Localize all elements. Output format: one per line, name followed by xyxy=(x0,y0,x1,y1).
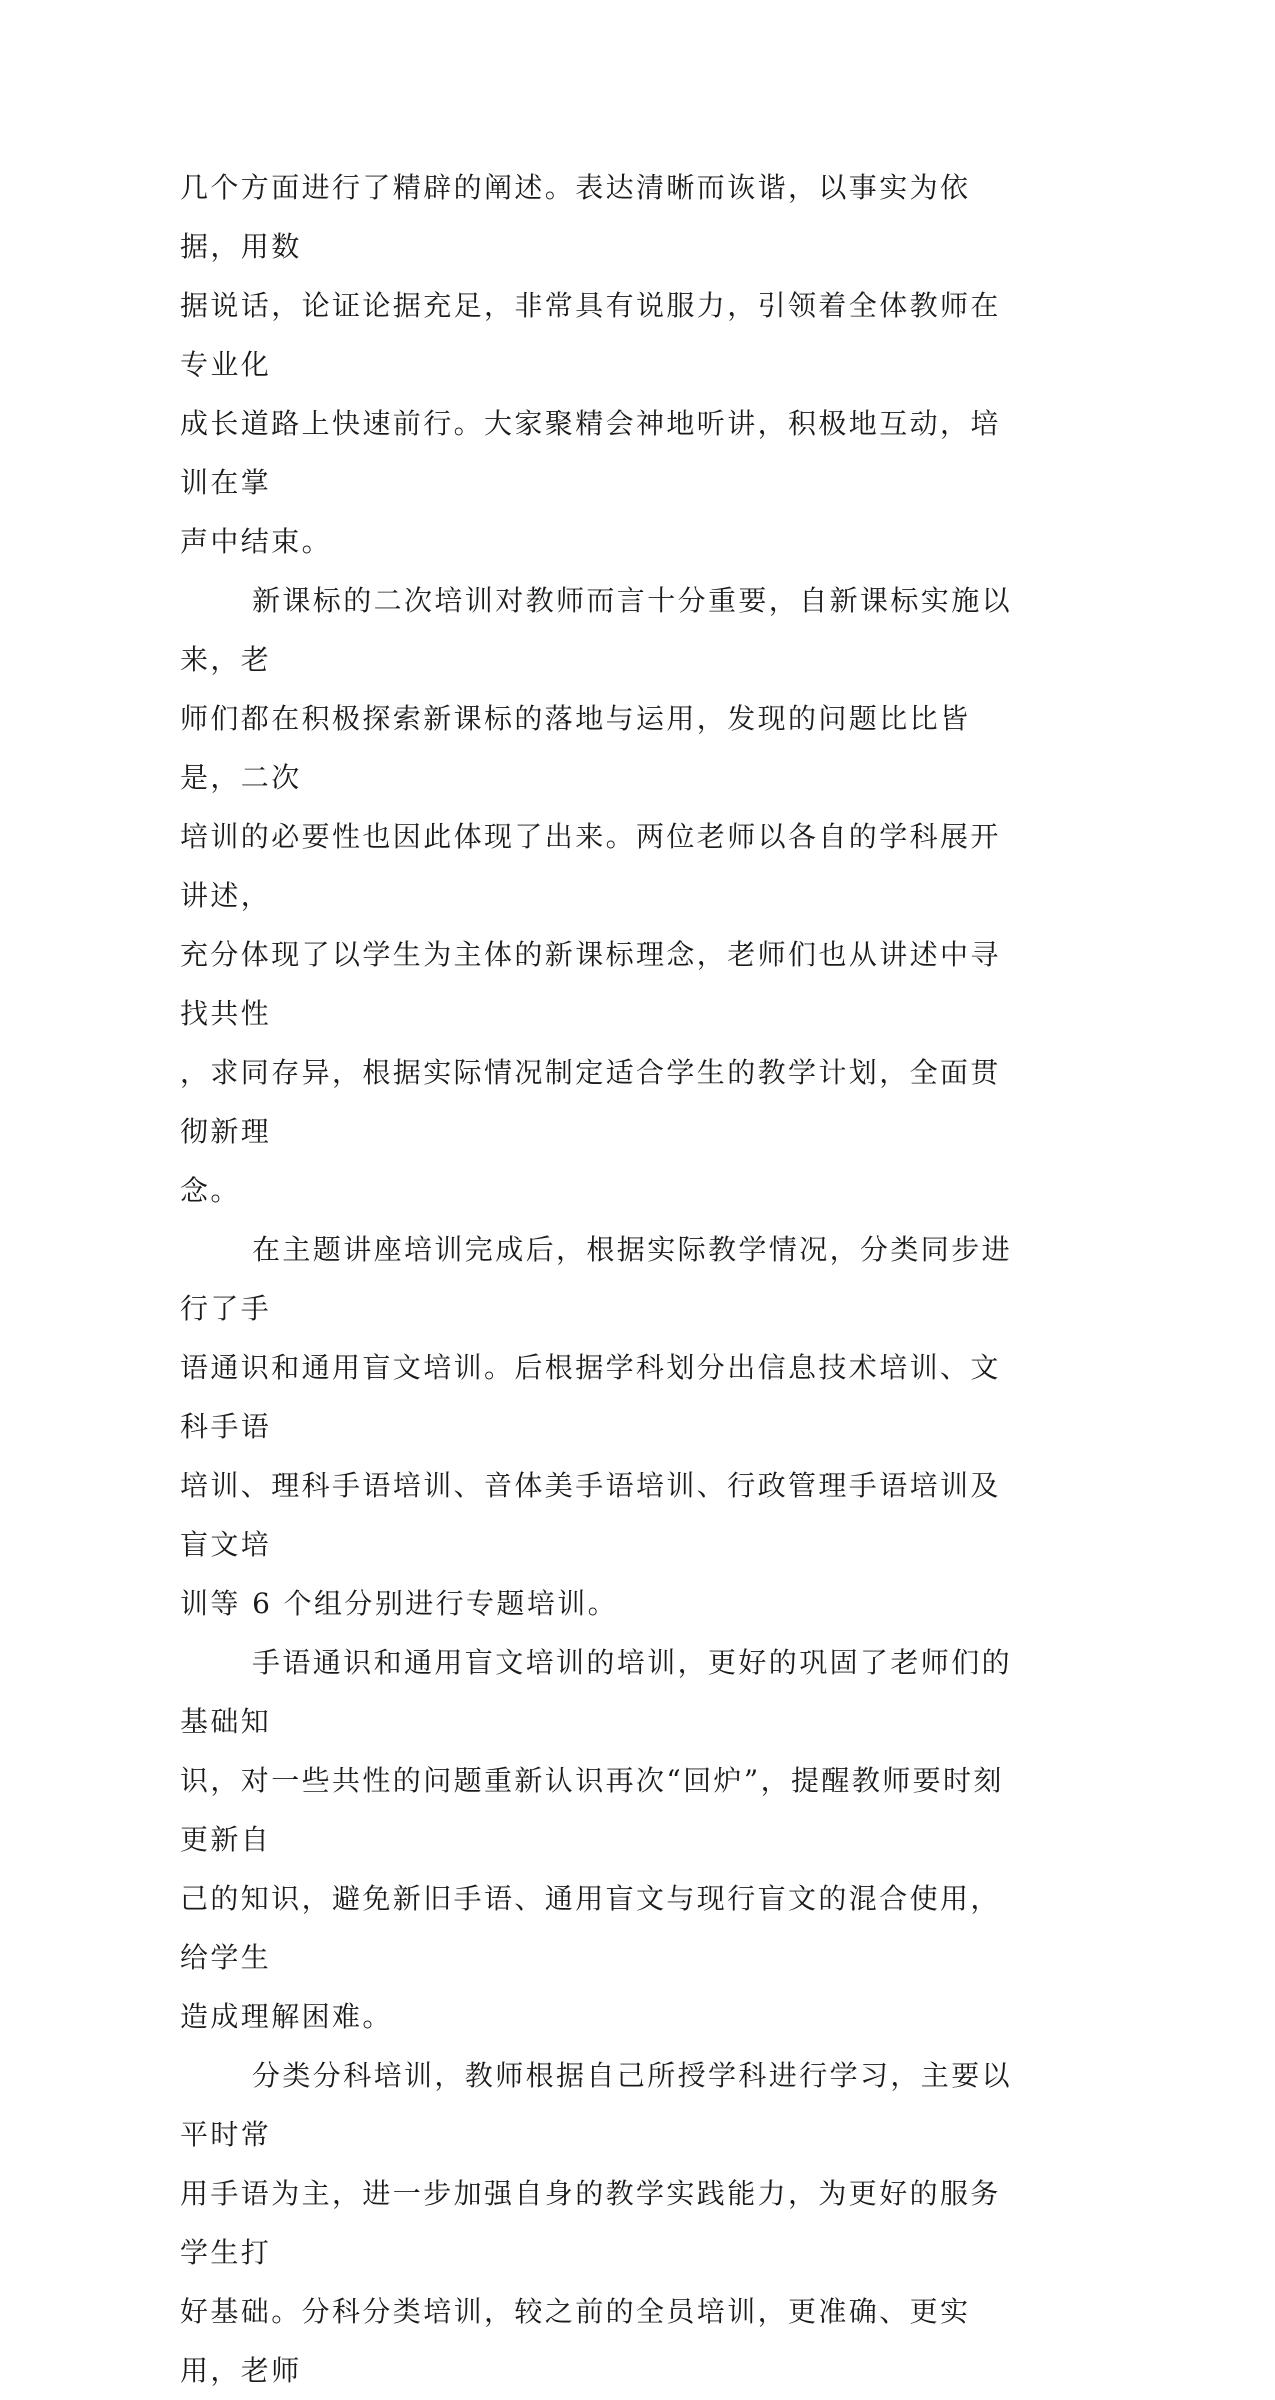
line: 好基础。分科分类培训，较之前的全员培训，更准确、更实用，老师 xyxy=(180,2295,971,2387)
line: 识，对一些共性的问题重新认识再次“回炉”，提醒教师要时刻更新自 xyxy=(180,1764,1004,1856)
line: 训等 6 个组分别进行专题培训。 xyxy=(180,1587,619,1620)
paragraph-3 xyxy=(180,1220,1030,1633)
line: ，求同存异，根据实际情况制定适合学生的教学计划，全面贯彻新理 xyxy=(180,1056,1001,1148)
line: 据说话，论证论据充足，非常具有说服力，引领着全体教师在专业化 xyxy=(180,289,1001,381)
line: 语通识和通用盲文培训。后根据学科划分出信息技术培训、文科手语 xyxy=(180,1351,1001,1443)
paragraph-5 xyxy=(180,2046,1030,2400)
document-body xyxy=(180,158,1030,2400)
line: 分类分科培训，教师根据自己所授学科进行学习，主要以平时常 xyxy=(180,2059,1013,2151)
line: 师们都在积极探索新课标的落地与运用，发现的问题比比皆是，二次 xyxy=(180,702,971,794)
line: 用手语为主，进一步加强自身的教学实践能力，为更好的服务学生打 xyxy=(180,2177,1001,2269)
line: 成长道路上快速前行。大家聚精会神地听讲，积极地互动，培训在掌 xyxy=(180,407,1001,499)
paragraph-4 xyxy=(180,1633,1030,2046)
line: 手语通识和通用盲文培训的培训，更好的巩固了老师们的基础知 xyxy=(180,1646,1013,1738)
paragraph-2 xyxy=(180,571,1030,1220)
line: 几个方面进行了精辟的阐述。表达清晰而诙谐，以事实为依据，用数 xyxy=(180,171,971,263)
paragraph-1 xyxy=(180,158,1030,571)
line: 培训、理科手语培训、音体美手语培训、行政管理手语培训及盲文培 xyxy=(180,1469,1001,1561)
line: 在主题讲座培训完成后，根据实际教学情况，分类同步进行了手 xyxy=(180,1233,1013,1325)
line: 新课标的二次培训对教师而言十分重要，自新课标实施以来，老 xyxy=(180,584,1013,676)
line: 培训的必要性也因此体现了出来。两位老师以各自的学科展开讲述， xyxy=(180,820,1001,912)
line: 己的知识，避免新旧手语、通用盲文与现行盲文的混合使用，给学生 xyxy=(180,1882,1001,1974)
line: 念。 xyxy=(180,1174,241,1207)
line: 充分体现了以学生为主体的新课标理念，老师们也从讲述中寻找共性 xyxy=(180,938,1001,1030)
line: 造成理解困难。 xyxy=(180,2000,393,2033)
line: 声中结束。 xyxy=(180,525,333,558)
